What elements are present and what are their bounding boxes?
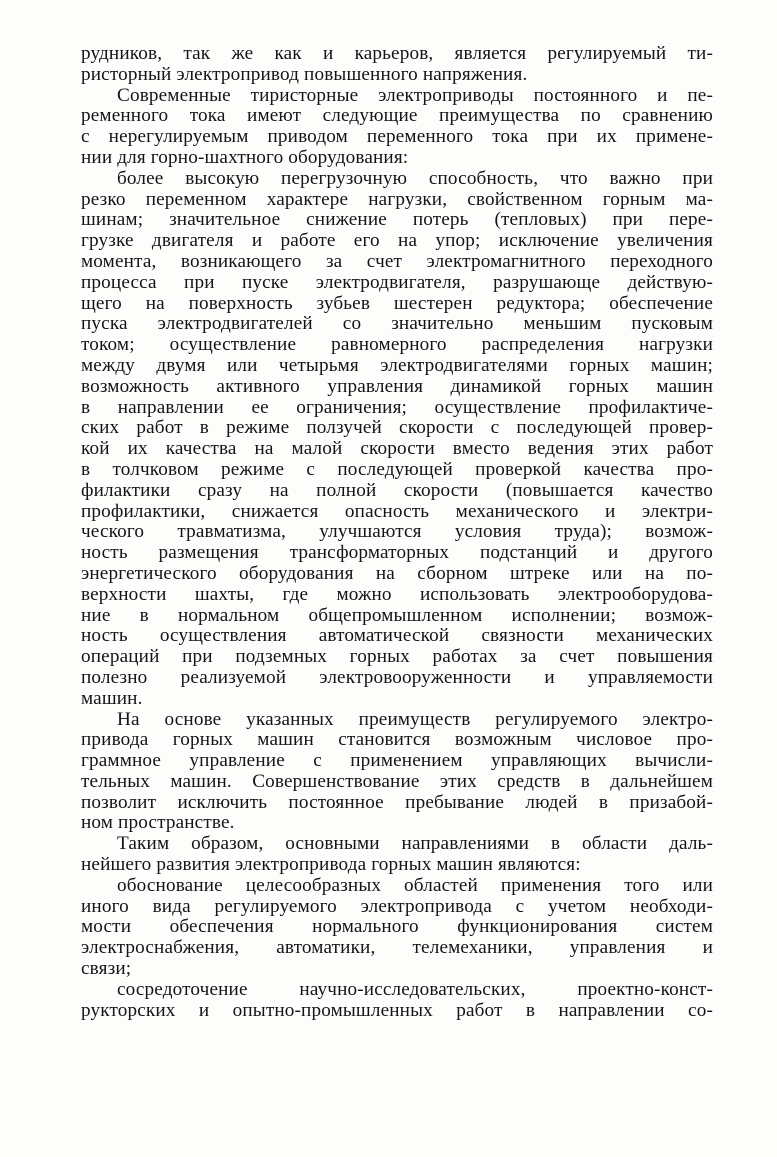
- text-line: шинам; значительное снижение потерь (тепловых) при пере-: [81, 209, 713, 231]
- text-line: ние в нормальном общепромышленном исполнении; возмож-: [81, 604, 713, 626]
- text-line: позволит исключить постоянное пребывание людей в призабой-: [81, 791, 713, 813]
- text-line: нейшего развития электропривода горных машин являются:: [81, 854, 581, 876]
- text-line: ских работ в режиме ползучей скорости с последующей провер-: [81, 417, 713, 439]
- text-line: электроснабжения, автоматики, телемеханики, управления и: [81, 937, 713, 959]
- paragraph-3: [81, 169, 713, 710]
- text-line: момента, возникающего за счет электромагнитного переходного: [81, 250, 713, 272]
- text-line: иного вида регулируемого электропривода с учетом необходи-: [81, 895, 713, 917]
- text-line: филактики сразу на полной скорости (повышается качество: [81, 479, 713, 501]
- text-line: верхности шахты, где можно использовать электрооборудова-: [81, 583, 713, 605]
- text-line: ность размещения трансформаторных подстанций и другого: [81, 542, 713, 564]
- text-line: машин.: [81, 687, 143, 709]
- paragraph-6: [81, 876, 713, 980]
- text-line: ность осуществления автоматической связности механических: [81, 625, 713, 647]
- paragraph-4: [81, 710, 713, 835]
- text-line: с нерегулируемым приводом переменного тока при их примене-: [81, 126, 713, 148]
- text-line: Таким образом, основными направлениями в области даль-: [117, 833, 713, 855]
- text-line: профилактики, снижается опасность механического и электри-: [81, 500, 713, 522]
- paragraph-5: [81, 834, 713, 876]
- text-line: тельных машин. Совершенствование этих средств в дальнейшем: [81, 770, 713, 792]
- text-line: резко переменном характере нагрузки, свойственном горным ма-: [81, 188, 713, 210]
- text-line: привода горных машин становится возможным числовое про-: [81, 729, 713, 751]
- text-line: кой их качества на малой скорости вместо ведения этих работ: [81, 438, 713, 460]
- paragraph-1: [81, 44, 713, 86]
- text-line: На основе указанных преимуществ регулируемого электро-: [117, 708, 713, 730]
- text-line: рудников, так же как и карьеров, является регулируемый ти-: [81, 43, 713, 64]
- text-line: нии для горно-шахтного оборудования:: [81, 146, 409, 168]
- page-body-text: [81, 44, 713, 1021]
- text-line: ном пространстве.: [81, 812, 235, 834]
- text-line: сосредоточение научно-исследовательских, проектно-конст-: [117, 978, 713, 1000]
- text-line: щего на поверхность зубьев шестерен редуктора; обеспечение: [81, 292, 713, 314]
- text-line: мости обеспечения нормального функционирования систем: [81, 916, 713, 938]
- text-line: более высокую перегрузочную способность, что важно при: [117, 167, 713, 189]
- text-line: энергетического оборудования на сборном штреке или на по-: [81, 562, 713, 584]
- text-line: между двумя или четырьмя электродвигателями горных машин;: [81, 354, 713, 376]
- text-line: ременного тока имеют следующие преимущества по сравнению: [81, 105, 713, 127]
- text-line: граммное управление с применением управляющих вычисли-: [81, 750, 713, 772]
- text-line: током; осуществление равномерного распределения нагрузки: [81, 334, 713, 356]
- text-line: рукторских и опытно-промышленных работ в направлении со-: [81, 999, 713, 1021]
- paragraph-7: [81, 980, 713, 1022]
- text-line: процесса при пуске электродвигателя, разрушающе действую-: [81, 271, 713, 293]
- paragraph-2: [81, 86, 713, 169]
- text-line: в толчковом режиме с последующей проверкой качества про-: [81, 458, 713, 480]
- text-line: ристорный электропривод повышенного напряжения.: [81, 63, 528, 85]
- text-line: Современные тиристорные электроприводы постоянного и пе-: [117, 84, 713, 106]
- text-line: пуска электродвигателей со значительно меньшим пусковым: [81, 313, 713, 335]
- text-line: ческого травматизма, улучшаются условия труда); возмож-: [81, 521, 713, 543]
- text-line: полезно реализуемой электровооруженности и управляемости: [81, 666, 713, 688]
- text-line: грузке двигателя и работе его на упор; исключение увеличения: [81, 230, 713, 252]
- text-line: связи;: [81, 958, 132, 980]
- text-line: в направлении ее ограничения; осуществление профилактиче-: [81, 396, 713, 418]
- text-line: обоснование целесообразных областей применения того или: [117, 874, 713, 896]
- text-line: операций при подземных горных работах за счет повышения: [81, 646, 713, 668]
- text-line: возможность активного управления динамикой горных машин: [81, 375, 713, 397]
